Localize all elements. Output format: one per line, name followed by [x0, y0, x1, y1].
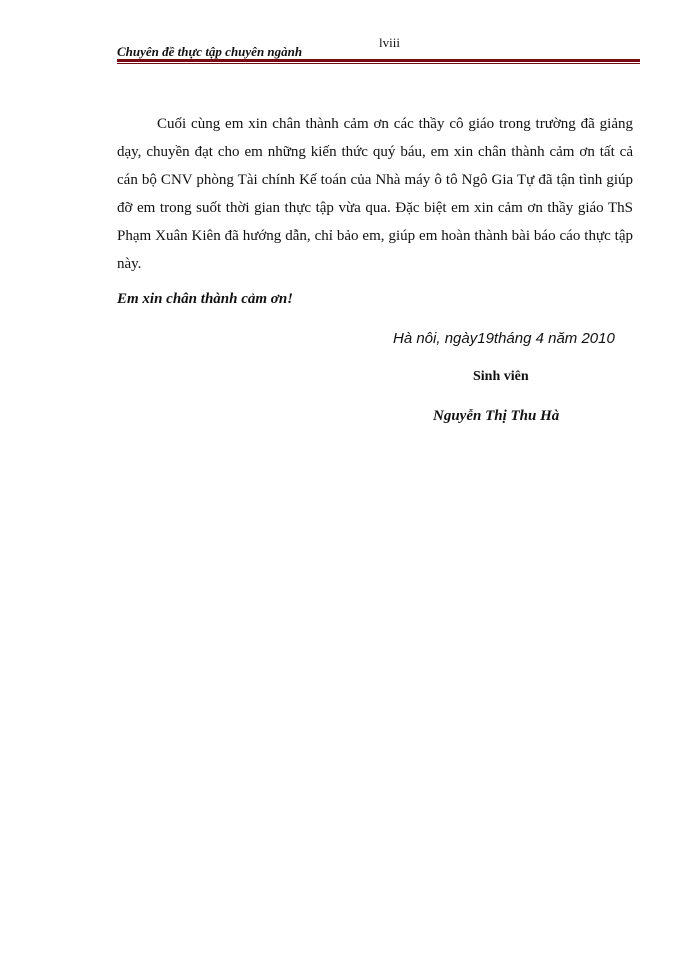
- date-line: Hà nôi, ngày19tháng 4 năm 2010: [393, 330, 615, 347]
- signer-role: Sinh viên: [473, 369, 529, 384]
- page-number: lviii: [379, 35, 400, 50]
- header-title: Chuyên đề thực tập chuyên ngành: [117, 44, 303, 59]
- header-rule-thick: [117, 59, 640, 62]
- signer-name: Nguyễn Thị Thu Hà: [433, 408, 560, 424]
- header-rule-thin: [117, 63, 640, 64]
- acknowledgement-paragraph: Cuối cùng em xin chân thành cảm ơn các thầy cô giáo trong trường đã giảng dạy, chuyền đạt cho em những kiến thức quý báu, em xin chân thành cảm ơn tất cả cán bộ CNV phòng Tài chính Kế toán của Nhà máy ô tô Ngô Gia Tự đã tận tình giúp đỡ em trong suốt thời gian thực tập vừa qua. Đặc biệt em xin cảm ơn thầy giáo ThS Phạm Xuân Kiên đã hướng dẫn, chỉ bảo em, giúp em hoàn thành bài báo cáo thực tập này.: [117, 116, 633, 272]
- closing-line: Em xin chân thành cảm ơn!: [117, 291, 294, 307]
